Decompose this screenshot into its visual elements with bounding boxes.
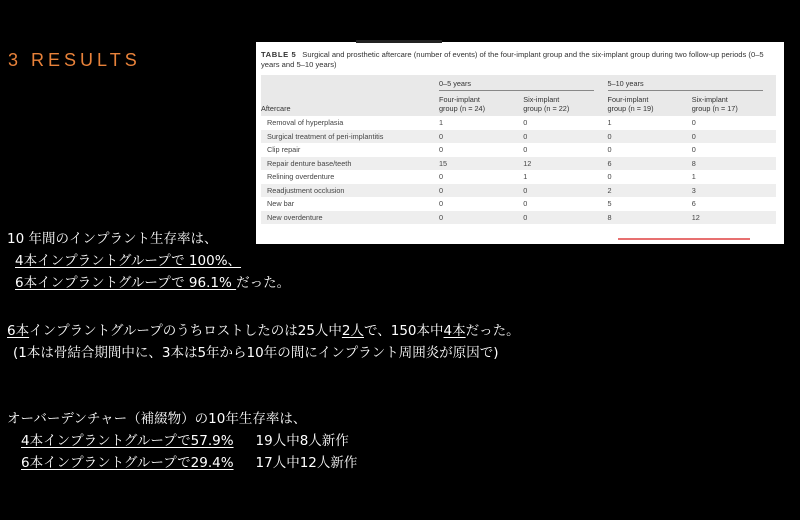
value-cell: 0 (523, 211, 607, 225)
table-row (261, 130, 776, 144)
value-cell: 0 (523, 184, 607, 198)
overdenture-six-count: 17人中12人新作 (255, 455, 358, 471)
value-cell: 0 (439, 184, 523, 198)
value-cell: 0 (439, 170, 523, 184)
tab-strip (356, 40, 442, 43)
value-cell: 1 (439, 116, 523, 130)
value-cell: 0 (608, 130, 692, 144)
table-image (256, 42, 784, 244)
value-cell: 0 (692, 116, 776, 130)
table-row (261, 157, 776, 171)
value-cell: 3 (692, 184, 776, 198)
aftercare-cell: Removal of hyperplasia (261, 116, 439, 130)
table-label: TABLE 5 (261, 50, 297, 59)
value-cell: 0 (439, 143, 523, 157)
value-cell: 8 (692, 157, 776, 171)
value-cell: 12 (692, 211, 776, 225)
annotation-mark (618, 238, 750, 240)
table-row (261, 184, 776, 198)
value-cell: 0 (523, 130, 607, 144)
value-cell: 1 (608, 116, 692, 130)
value-cell: 0 (692, 143, 776, 157)
aftercare-cell: Repair denture base/teeth (261, 157, 439, 171)
value-cell: 0 (523, 143, 607, 157)
aftercare-header: Aftercare (261, 93, 439, 116)
aftercare-cell: Readjustment occlusion (261, 184, 439, 198)
overdenture-block (7, 408, 357, 474)
table-caption (261, 50, 776, 70)
p2-six-header: Six-implant group (n = 17) (692, 93, 776, 116)
value-cell: 0 (608, 143, 692, 157)
aftercare-cell: Surgical treatment of peri-implantitis (261, 130, 439, 144)
aftercare-cell: Clip repair (261, 143, 439, 157)
loss-block (7, 320, 520, 364)
value-cell: 0 (608, 170, 692, 184)
value-cell: 0 (439, 197, 523, 211)
p1-six-header: Six-implant group (n = 22) (523, 93, 607, 116)
survival-block (7, 228, 290, 294)
p2-four-header: Four-implant group (n = 19) (608, 93, 692, 116)
value-cell: 12 (523, 157, 607, 171)
table-row (261, 170, 776, 184)
value-cell: 1 (523, 170, 607, 184)
aftercare-cell: New overdenture (261, 211, 439, 225)
survival-suffix: だった。 (236, 275, 291, 291)
period1-header: 0–5 years (439, 75, 608, 93)
value-cell: 0 (523, 197, 607, 211)
loss-line: 6本インプラントグループのうちロストしたのは25人中2人で、150本中4本だった。 (7, 323, 520, 339)
survival-intro: 10 年間のインプラント生存率は、 (7, 231, 218, 247)
aftercare-cell: New bar (261, 197, 439, 211)
value-cell: 0 (439, 130, 523, 144)
table-row (261, 116, 776, 130)
aftercare-table (261, 75, 776, 224)
value-cell: 6 (692, 197, 776, 211)
table-caption-text: Surgical and prosthetic aftercare (number of events) of the four-implant group and the six-implant group during two follow-up periods (0–5 years and 5–10 years) (261, 50, 764, 69)
value-cell: 15 (439, 157, 523, 171)
section-heading: 3 RESULTS (8, 50, 141, 70)
value-cell: 5 (608, 197, 692, 211)
p1-four-header: Four-implant group (n = 24) (439, 93, 523, 116)
value-cell: 1 (692, 170, 776, 184)
value-cell: 0 (523, 116, 607, 130)
overdenture-four: 4本インプラントグループで57.9% (21, 433, 234, 449)
aftercare-cell: Relining overdenture (261, 170, 439, 184)
survival-six: 6本インプラントグループで 96.1% (15, 275, 237, 291)
value-cell: 6 (608, 157, 692, 171)
overdenture-six: 6本インプラントグループで29.4% (21, 455, 234, 471)
survival-four: 4本インプラントグループで 100%、 (15, 253, 242, 269)
overdenture-intro: オーバーデンチャー（補綴物）の10年生存率は、 (7, 411, 307, 427)
header-blank (261, 75, 439, 93)
loss-note: (1本は骨結合期間中に、3本は5年から10年の間にインプラント周囲炎が原因で) (13, 345, 499, 361)
table-row (261, 197, 776, 211)
overdenture-four-count: 19人中8人新作 (255, 433, 349, 449)
value-cell: 0 (692, 130, 776, 144)
period2-header: 5–10 years (608, 75, 777, 93)
value-cell: 2 (608, 184, 692, 198)
table-row (261, 143, 776, 157)
value-cell: 8 (608, 211, 692, 225)
value-cell: 0 (439, 211, 523, 225)
table-row (261, 211, 776, 225)
